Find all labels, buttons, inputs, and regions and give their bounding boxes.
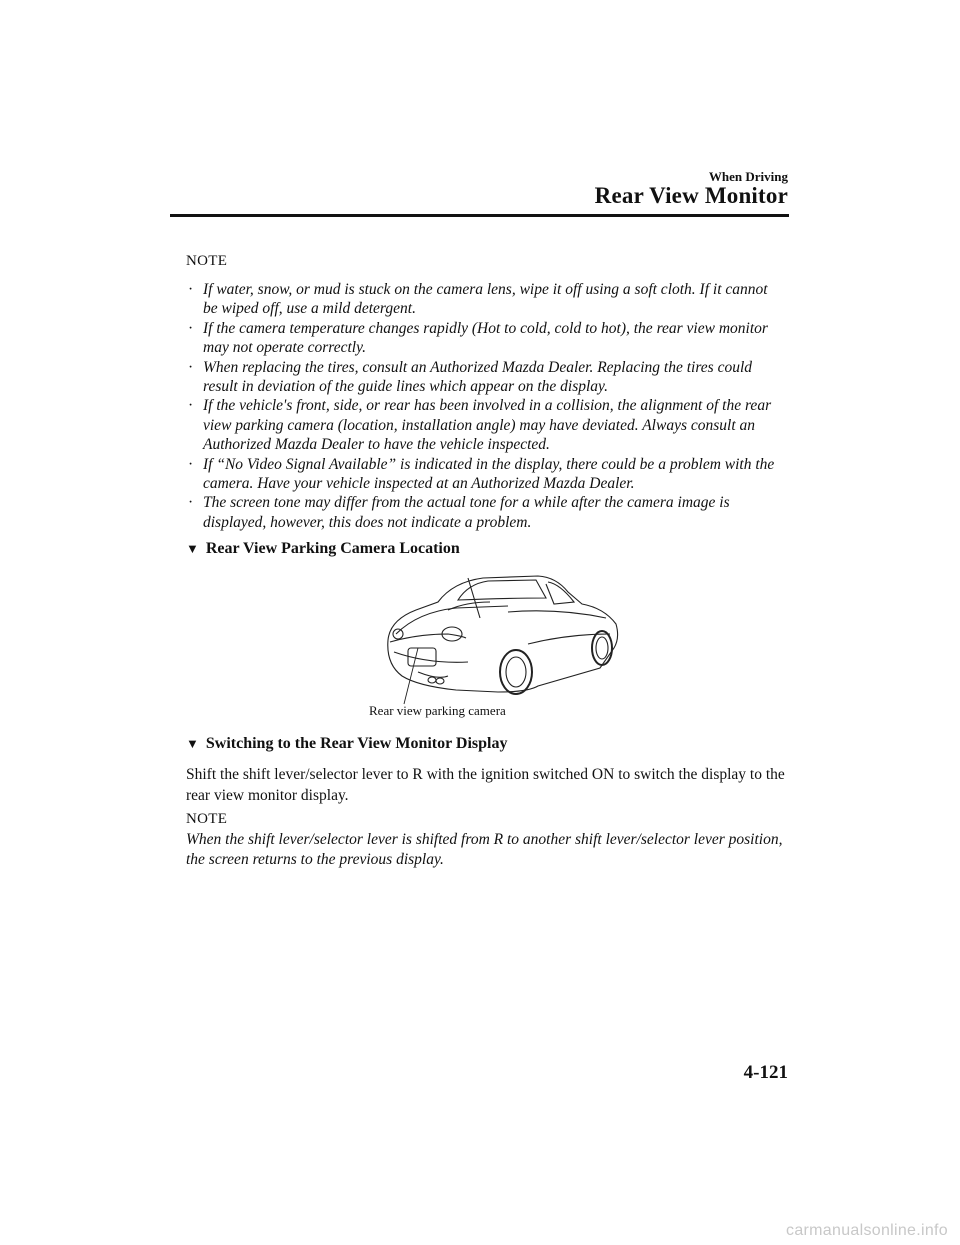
note-item xyxy=(186,319,786,358)
figure-caption: Rear view parking camera xyxy=(369,703,506,718)
bullet-icon: · xyxy=(188,319,194,337)
section-heading-text: Rear View Parking Camera Location xyxy=(205,540,460,557)
body-paragraph: Shift the shift lever/selector lever to R with the ignition switched ON to switch the display to the rear view monitor display. xyxy=(186,766,785,804)
note-item xyxy=(186,280,786,319)
header-divider xyxy=(170,214,789,217)
note-item xyxy=(186,455,786,494)
note-item-text: If “No Video Signal Available” is indicated in the display, there could be a problem with the camera. Have your vehicle inspected at an Authorized Mazda Dealer. xyxy=(203,455,775,493)
bullet-icon: · xyxy=(188,397,194,415)
section-heading-camera-location xyxy=(186,540,460,558)
note-list xyxy=(186,280,786,532)
section-heading-switching xyxy=(186,735,508,753)
note-item xyxy=(186,493,786,532)
note-item-text: If the camera temperature changes rapidly (Hot to cold, cold to hot), the rear view monitor may not operate correctly. xyxy=(203,319,768,357)
note-item xyxy=(186,396,786,454)
note-label: NOTE xyxy=(186,253,228,269)
note-item xyxy=(186,358,786,397)
bullet-icon: · xyxy=(188,494,194,512)
triangle-marker-icon: ▼ xyxy=(186,736,199,751)
page-title: Rear View Monitor xyxy=(594,183,788,208)
bullet-icon: · xyxy=(188,455,194,473)
bullet-icon: · xyxy=(188,358,194,376)
note-item-text: If water, snow, or mud is stuck on the camera lens, wipe it off using a soft cloth. If it cannot be wiped off, use a mild detergent. xyxy=(203,281,768,318)
note-label: NOTE xyxy=(186,811,228,827)
note-text: When the shift lever/selector lever is shifted from R to another shift lever/selector lever position, the screen returns to the previous display. xyxy=(186,831,783,868)
note-item-text: When replacing the tires, consult an Authorized Mazda Dealer. Replacing the tires could result in deviation of the guide lines which appear on the display. xyxy=(203,358,753,396)
note-item-text: The screen tone may differ from the actual tone for a while after the camera image is displayed, however, this does not indicate a problem. xyxy=(203,494,730,531)
note-item-text: If the vehicle's front, side, or rear has been involved in a collision, the alignment of the rear view parking camera (location, installation angle) may have deviated. Always consult an Authorized Mazda Dealer to have the vehicle inspected. xyxy=(203,397,772,454)
triangle-marker-icon: ▼ xyxy=(186,541,199,556)
page-number: 4-121 xyxy=(743,1062,788,1083)
section-label: When Driving xyxy=(708,169,788,184)
watermark-link[interactable]: carmanualsonline.info xyxy=(786,1222,948,1239)
section-heading-text: Switching to the Rear View Monitor Display xyxy=(205,735,508,752)
bullet-icon: · xyxy=(188,281,194,298)
car-rear-illustration xyxy=(378,568,624,720)
